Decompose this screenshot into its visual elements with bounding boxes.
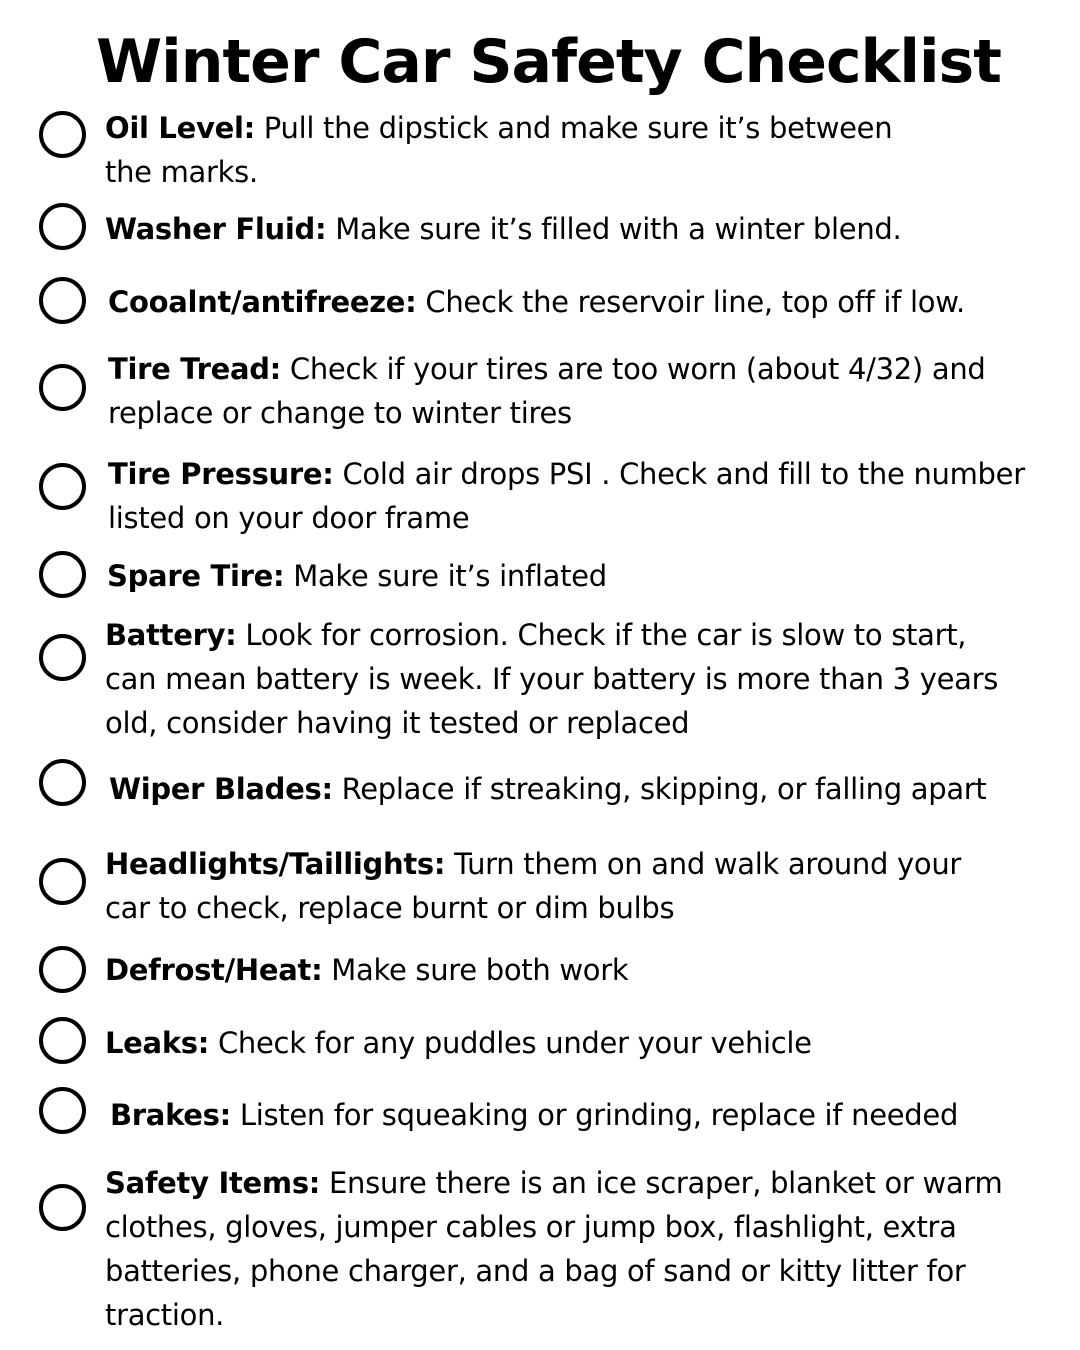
checklist-item-text — [105, 1021, 812, 1065]
checklist-item-text — [105, 207, 901, 251]
checklist-item-line — [110, 1093, 958, 1137]
checklist-item-label: Headlights/Taillights: — [105, 847, 446, 881]
checklist-item-line — [108, 280, 965, 324]
checklist-item-description: Check the reservoir line, top off if low. — [416, 285, 965, 319]
checklist-item-description: Ensure there is an ice scraper, blanket or warm — [320, 1166, 1003, 1200]
checklist-item-text — [105, 948, 628, 992]
checklist-item-text — [107, 554, 607, 598]
checklist-item-label: Spare Tire: — [107, 559, 285, 593]
checklist-item-line — [105, 657, 998, 701]
checklist-item-line — [108, 391, 986, 435]
checkbox-circle[interactable] — [39, 551, 86, 598]
checklist-item-text — [109, 767, 987, 811]
checklist-item-line — [105, 207, 901, 251]
checklist-item-label: Brakes: — [110, 1098, 231, 1132]
checklist-item-text — [110, 1093, 958, 1137]
checklist-item-line — [105, 842, 961, 886]
checkbox-circle[interactable] — [39, 1017, 86, 1064]
checklist-item-line — [105, 613, 998, 657]
checkbox-circle[interactable] — [39, 463, 86, 510]
checklist-item-label: Tire Tread: — [108, 352, 281, 386]
checklist-item-description: the marks. — [105, 155, 258, 189]
checklist-item-description: old, consider having it tested or replaced — [105, 706, 690, 740]
checklist-item-description: Listen for squeaking or grinding, replace if needed — [230, 1098, 959, 1132]
checklist-item-description: traction. — [105, 1298, 225, 1332]
checklist-item-line — [105, 701, 998, 745]
checklist-item-description: clothes, gloves, jumper cables or jump box, flashlight, extra — [105, 1210, 957, 1244]
checklist-item-text — [105, 613, 998, 745]
checklist-item-description: Make sure it’s inflated — [284, 559, 607, 593]
checklist-item-description: Replace if streaking, skipping, or falling apart — [332, 772, 987, 806]
checklist-item-line — [108, 496, 1025, 540]
checklist-item-line — [105, 948, 628, 992]
checklist-item-description: Make sure both work — [322, 953, 629, 987]
checklist-item-description: listed on your door frame — [108, 501, 470, 535]
checklist-item-line — [105, 1161, 1002, 1205]
checklist-item-line — [108, 347, 986, 391]
checklist-item-label: Cooalnt/antifreeze: — [108, 285, 417, 319]
checklist-item-text — [105, 842, 961, 930]
checklist-item-description: Pull the dipstick and make sure it’s between — [254, 111, 893, 145]
checklist-item-line — [105, 1293, 1002, 1337]
checklist-item-text — [105, 1161, 1002, 1337]
checklist-item-description: replace or change to winter tires — [108, 396, 572, 430]
checkbox-circle[interactable] — [39, 946, 86, 993]
checkbox-circle[interactable] — [39, 1087, 86, 1134]
checklist-item-description: Check if your tires are too worn (about 4/32) and — [280, 352, 986, 386]
checkbox-circle[interactable] — [39, 277, 86, 324]
checklist-item-line — [107, 554, 607, 598]
checklist-item-label: Wiper Blades: — [109, 772, 333, 806]
checklist-item-text — [108, 347, 986, 435]
checklist-item-line — [108, 452, 1025, 496]
checkbox-circle[interactable] — [39, 111, 86, 158]
checklist-item-description: Make sure it’s filled with a winter blend. — [326, 212, 902, 246]
checklist-item-label: Defrost/Heat: — [105, 953, 323, 987]
checklist-item-description: Turn them on and walk around your — [445, 847, 962, 881]
checkbox-circle[interactable] — [39, 1184, 86, 1231]
checklist-item-text — [108, 280, 965, 324]
checkbox-circle[interactable] — [39, 634, 86, 681]
checklist-item-description: Look for corrosion. Check if the car is slow to start, — [236, 618, 967, 652]
checkbox-circle[interactable] — [39, 858, 86, 905]
checkbox-circle[interactable] — [39, 203, 86, 250]
checklist-item-text — [108, 452, 1025, 540]
checklist-item-label: Tire Pressure: — [108, 457, 334, 491]
checklist-item-text — [105, 106, 892, 194]
checkbox-circle[interactable] — [39, 364, 86, 411]
checklist-item-line — [105, 106, 892, 150]
checklist-item-label: Oil Level: — [105, 111, 255, 145]
checklist-item-label: Battery: — [105, 618, 237, 652]
checklist-item-line — [105, 150, 892, 194]
checklist-item-line — [105, 1249, 1002, 1293]
checklist-item-description: can mean battery is week. If your battery is more than 3 years — [105, 662, 999, 696]
checklist-item-label: Safety Items: — [105, 1166, 321, 1200]
checklist-item-line — [105, 886, 961, 930]
checklist-item-line — [105, 1021, 812, 1065]
checklist-item-line — [105, 1205, 1002, 1249]
checklist-item-label: Leaks: — [105, 1026, 210, 1060]
page-title: Winter Car Safety Checklist — [96, 27, 1001, 97]
checklist-item-label: Washer Fluid: — [105, 212, 327, 246]
checklist-item-description: car to check, replace burnt or dim bulbs — [105, 891, 675, 925]
checklist-item-description: Check for any puddles under your vehicle — [209, 1026, 812, 1060]
checklist-item-line — [109, 767, 987, 811]
checklist-item-description: Cold air drops PSI . Check and fill to the number — [333, 457, 1025, 491]
checklist-item-description: batteries, phone charger, and a bag of sand or kitty litter for — [105, 1254, 966, 1288]
checkbox-circle[interactable] — [39, 759, 86, 806]
